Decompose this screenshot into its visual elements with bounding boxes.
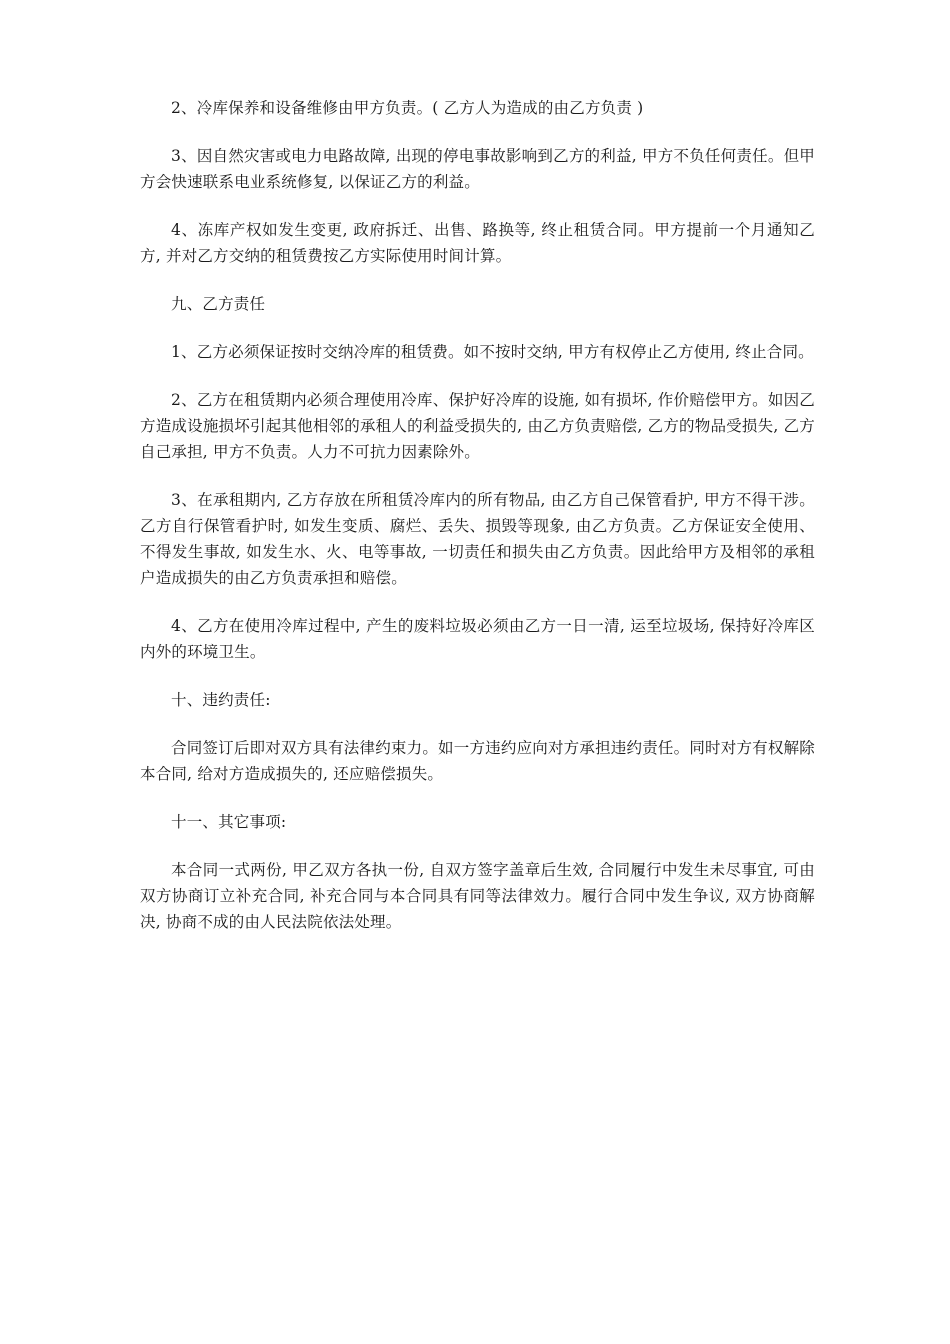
section-heading-11: 十一、其它事项:: [171, 813, 287, 831]
clause-8-3: 3、因自然灾害或电力电路故障, 出现的停电事故影响到乙方的利益, 甲方不负任何责任。但甲方会快速联系电业系统修复, 以保证乙方的利益。: [140, 147, 815, 191]
section-heading-9: 九、乙方责任: [171, 295, 266, 313]
document-page: [140, 95, 815, 935]
clause-8-4: 4、冻库产权如发生变更, 政府拆迁、出售、路换等, 终止租赁合同。甲方提前一个月通知乙方, 并对乙方交纳的租赁费按乙方实际使用时间计算。: [140, 221, 815, 265]
clause-8-2: 2、冷库保养和设备维修由甲方负责。( 乙方人为造成的由乙方负责 ): [171, 99, 644, 117]
clause-9-4: 4、乙方在使用冷库过程中, 产生的废料垃圾必须由乙方一日一清, 运至垃圾场, 保持好冷库区内外的环境卫生。: [140, 617, 815, 661]
clause-9-1: 1、乙方必须保证按时交纳冷库的租赁费。如不按时交纳, 甲方有权停止乙方使用, 终止合同。: [171, 343, 814, 361]
clause-11-body: 本合同一式两份, 甲乙双方各执一份, 自双方签字盖章后生效, 合同履行中发生未尽事宜, 可由双方协商订立补充合同, 补充合同与本合同具有同等法律效力。履行合同中发生争议, 双方协商解决, 协商不成的由人民法院依法处理。: [140, 861, 815, 931]
clause-9-3: 3、在承租期内, 乙方存放在所租赁冷库内的所有物品, 由乙方自己保管看护, 甲方不得干涉。乙方自行保管看护时, 如发生变质、腐烂、丢失、损毁等现象, 由乙方负责。乙方保证安全使用、不得发生事故, 如发生水、火、电等事故, 一切责任和损失由乙方负责。因此给甲方及相邻的承租户造成损失的由乙方负责承担和赔偿。: [140, 491, 815, 587]
clause-9-2: 2、乙方在租赁期内必须合理使用冷库、保护好冷库的设施, 如有损坏, 作价赔偿甲方。如因乙方造成设施损坏引起其他相邻的承租人的利益受损失的, 由乙方负责赔偿, 乙方的物品受损失, 乙方自己承担, 甲方不负责。人力不可抗力因素除外。: [140, 391, 815, 461]
clause-10-body: 合同签订后即对双方具有法律约束力。如一方违约应向对方承担违约责任。同时对方有权解除本合同, 给对方造成损失的, 还应赔偿损失。: [140, 739, 815, 783]
section-heading-10: 十、违约责任:: [171, 691, 271, 709]
